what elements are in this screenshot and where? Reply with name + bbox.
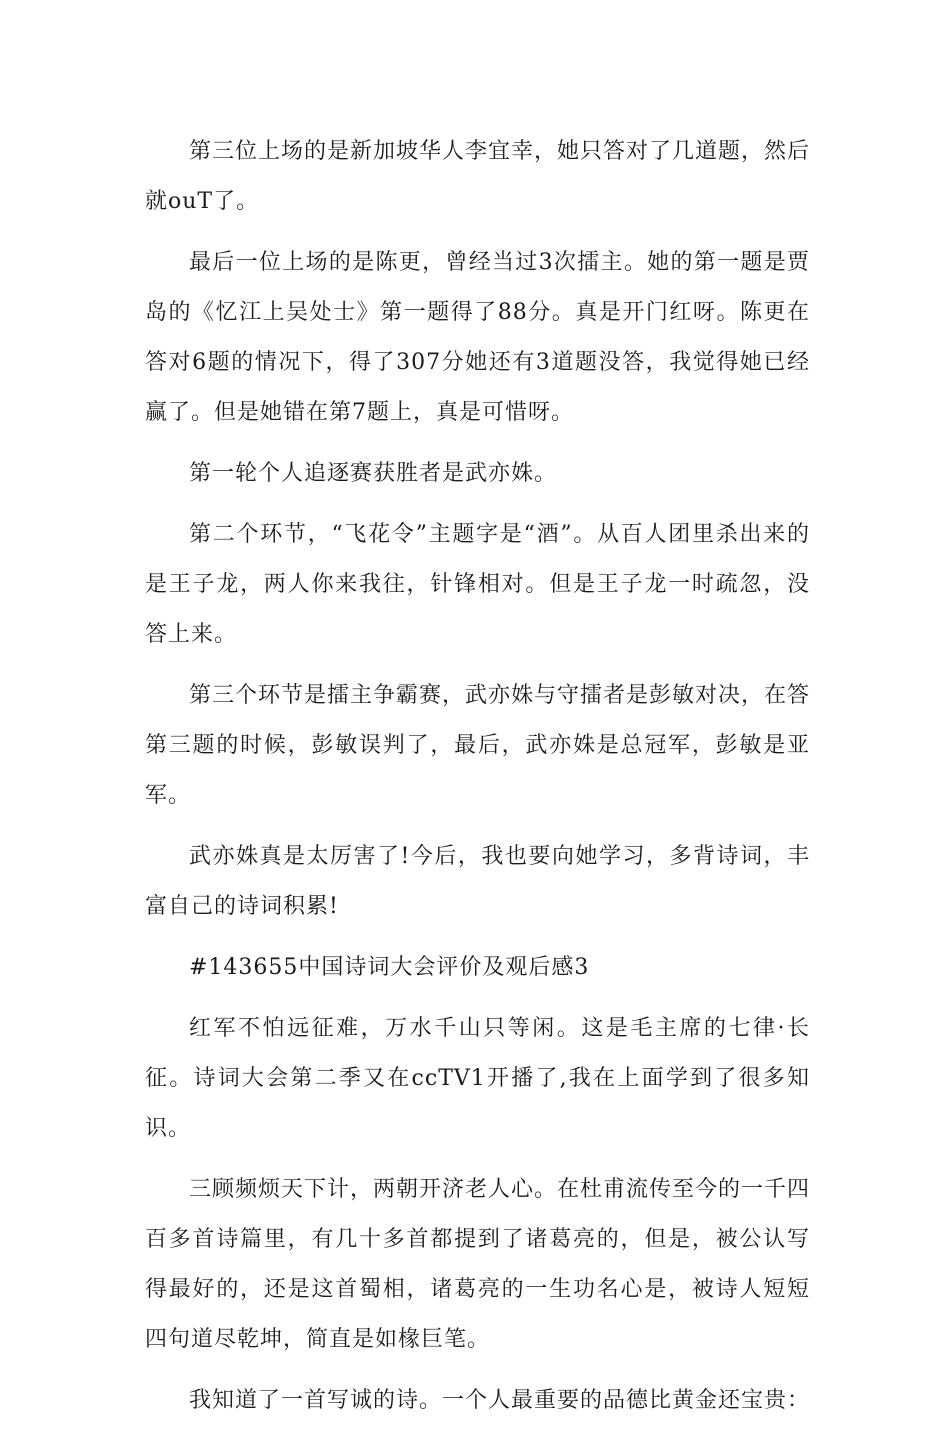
- paragraph-conclusion: 武亦姝真是太厉害了!今后，我也要向她学习，多背诗词，丰富自己的诗词积累!: [145, 844, 810, 919]
- paragraph-feihualing: 第二个环节，“飞花令”主题字是“酒”。从百人团里杀出来的是王子龙，两人你来我往，针锋相对。但是王子龙一时疏忽，没答上来。: [145, 522, 810, 647]
- document-body: [145, 127, 810, 1437]
- paragraph-chen-geng: 最后一位上场的是陈更，曾经当过3次擂主。她的第一题是贾岛的《忆江上吴处士》第一题得了88分。真是开门红呀。陈更在答对6题的情况下，得了307分她还有3道题没答，我觉得她已经赢了。但是她错在第7题上，真是可惜呀。: [145, 250, 810, 425]
- section-heading: #143655中国诗词大会评价及观后感3: [189, 955, 590, 980]
- paragraph-third-contestant: 第三位上场的是新加坡华人李宜幸，她只答对了几道题，然后就ouT了。: [145, 139, 811, 214]
- paragraph-round-one-winner: 第一轮个人追逐赛获胜者是武亦姝。: [189, 461, 558, 486]
- paragraph-long-march: 红军不怕远征难，万水千山只等闲。这是毛主席的七律·长征。诗词大会第二季又在ccTV1开播了,我在上面学到了很多知识。: [145, 1016, 810, 1141]
- paragraph-honesty-poem: 我知道了一首写诚的诗。一个人最重要的品德比黄金还宝贵：: [189, 1388, 811, 1413]
- paragraph-du-fu: 三顾频烦天下计，两朝开济老人心。在杜甫流传至今的一千四百多首诗篇里，有几十多首都提到了诸葛亮的，但是，被公认写得最好的，还是这首蜀相，诸葛亮的一生功名心是，被诗人短短四句道尽乾坤，简直是如椽巨笔。: [145, 1177, 811, 1352]
- paragraph-final-round: 第三个环节是擂主争霸赛，武亦姝与守擂者是彭敏对决，在答第三题的时候，彭敏误判了，最后，武亦姝是总冠军，彭敏是亚军。: [145, 683, 811, 808]
